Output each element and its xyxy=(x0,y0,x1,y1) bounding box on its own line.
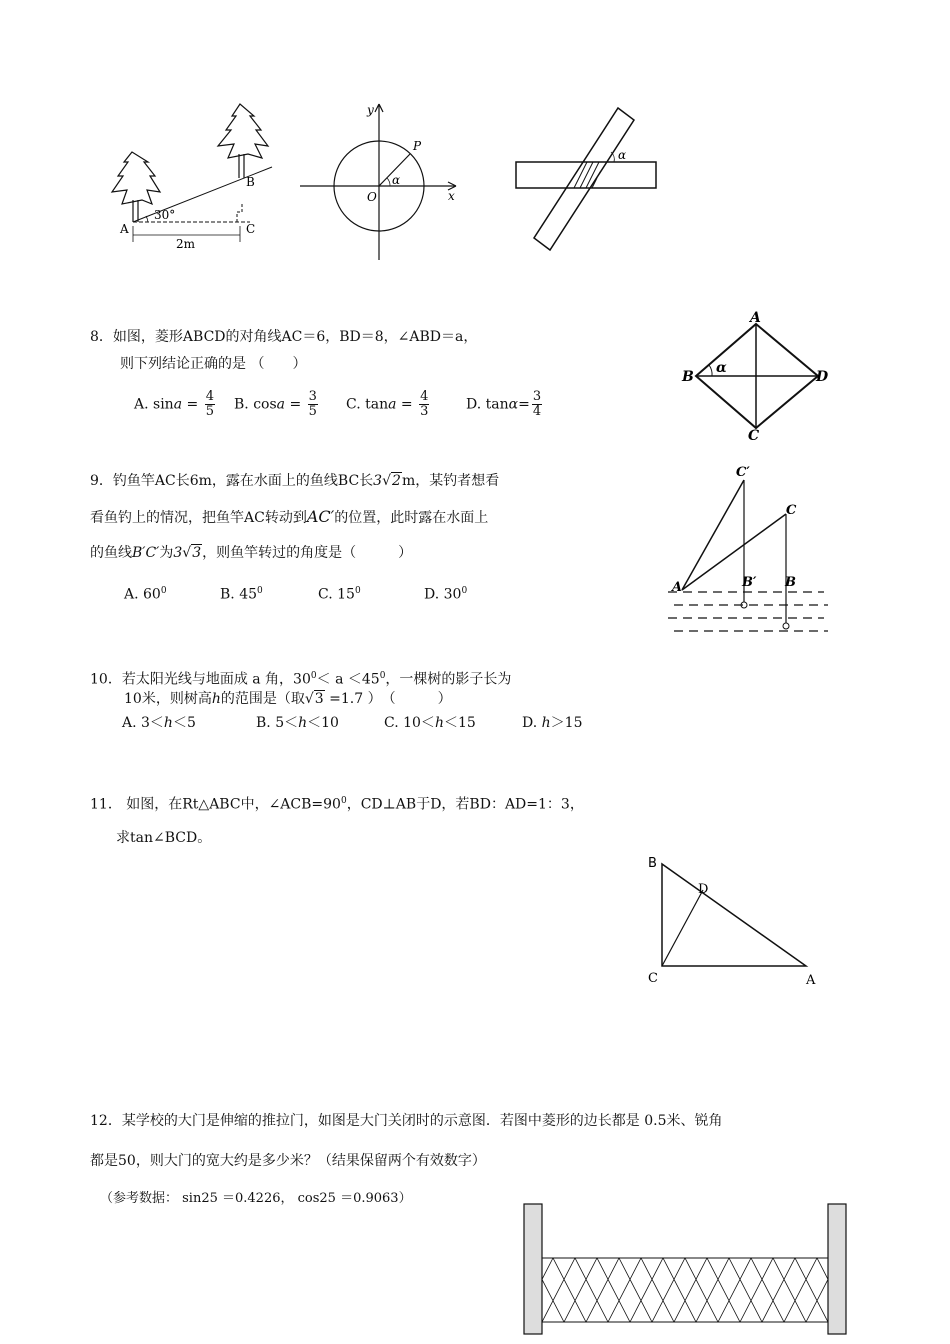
q10-choice-c: C. 10＜h＜15 xyxy=(384,715,476,731)
vertex-A: A xyxy=(750,310,761,326)
vertex-C: C xyxy=(748,428,760,444)
label-D: D xyxy=(698,882,709,897)
q11-line1: 11． 如图，在Rt△ABC中，$\angle ACB=90^0$，CD⊥AB于D，若BD：AD=1：3， xyxy=(90,796,584,813)
alpha-label: α xyxy=(716,360,727,376)
q9-line2: 看鱼钓上的情况，把鱼竿AC转动到AC′的位置，此时露在水面上 xyxy=(90,507,489,526)
right-triangle-figure xyxy=(640,850,830,990)
q12-line1: 12．某学校的大门是伸缩的推拉门，如图是大门关闭时的示意图．若图中菱形的边长都是 0.5米、锐角 xyxy=(90,1113,723,1129)
q9-choice-c: C. $15^0$ xyxy=(318,586,361,603)
point-p-label: P xyxy=(413,139,422,153)
origin-label: O xyxy=(367,190,377,204)
q9-choice-a: A. $60^0$ xyxy=(124,586,167,603)
vertex-D: D xyxy=(816,369,829,385)
angle-label: 30° xyxy=(154,208,176,222)
q9-choice-d: D. $30^0$ xyxy=(424,586,468,603)
label-A: A xyxy=(120,222,129,236)
q8-choice-b: B. cosa = $\frac{3}{5}$ xyxy=(234,389,317,419)
q8-line1: 8．如图，菱形ABCD的对角线AC＝6，BD＝8，∠ABD＝a， xyxy=(90,329,478,345)
q9-line1: 9．钓鱼竿AC长6m，露在水面上的鱼线BC长3√2m，某钓者想看 xyxy=(90,473,500,489)
q9-choice-b: B. $45^0$ xyxy=(220,586,263,603)
tree-figure xyxy=(100,100,280,260)
q12-line3: （参考数据： sin25 ＝0.4226， cos25 ＝0.9063） xyxy=(100,1191,412,1206)
water-dashes xyxy=(668,592,828,631)
label-C-prime: C′ xyxy=(736,465,750,480)
label-A: A xyxy=(672,580,683,595)
label-B: B xyxy=(785,575,796,590)
label-B: B xyxy=(648,856,657,871)
fishing-rod-figure xyxy=(664,460,834,640)
sliding-gate-figure xyxy=(520,1200,850,1344)
left-tree-icon xyxy=(112,152,160,222)
q8-choice-c: C. tana = $\frac{4}{3}$ xyxy=(346,389,429,419)
q8-line2: 则下列结论正确的是 （ ） xyxy=(120,356,307,372)
vertex-B: B xyxy=(682,369,694,385)
label-B: B xyxy=(246,175,255,189)
q10-choice-b: B. 5＜h＜10 xyxy=(256,715,339,731)
unit-circle-figure xyxy=(296,100,466,265)
q10-line2: 10米，则树高h的范围是（取√3 =1.7 ） （ ） xyxy=(124,691,452,707)
right-tree-icon xyxy=(218,104,268,178)
alpha-label: α xyxy=(618,148,627,162)
label-C: C xyxy=(648,971,658,986)
q10-choice-a: A. 3＜h＜5 xyxy=(122,715,196,731)
label-C: C xyxy=(246,222,256,236)
q11-line2: 求tan∠BCD。 xyxy=(116,830,212,846)
label-A: A xyxy=(806,973,816,988)
rhombus-figure xyxy=(680,310,840,445)
q10-line1: 10．若太阳光线与地面成 a 角，$30^0< a <45^0$，一棵树的影子长为 xyxy=(90,671,512,688)
q8-choice-a: A. sina = $\frac{4}{5}$ xyxy=(134,389,214,419)
q8-choice-d: D. tanα= $\frac{3}{4}$ xyxy=(466,389,542,419)
x-axis-label: x xyxy=(448,189,455,203)
q9-line3: 的鱼线B′C′为3√3，则鱼竿转过的角度是（ ） xyxy=(90,545,413,561)
label-B-prime: B′ xyxy=(742,575,757,590)
y-axis-label: y xyxy=(367,103,374,117)
q12-line2: 都是50，则大门的宽大约是多少米？（结果保留两个有效数字） xyxy=(90,1153,486,1169)
q10-choice-d: D. h＞15 xyxy=(522,715,583,731)
label-C: C xyxy=(786,503,797,518)
alpha-label: α xyxy=(392,173,401,187)
strips-figure xyxy=(510,104,660,254)
dist-label: 2m xyxy=(176,237,196,251)
